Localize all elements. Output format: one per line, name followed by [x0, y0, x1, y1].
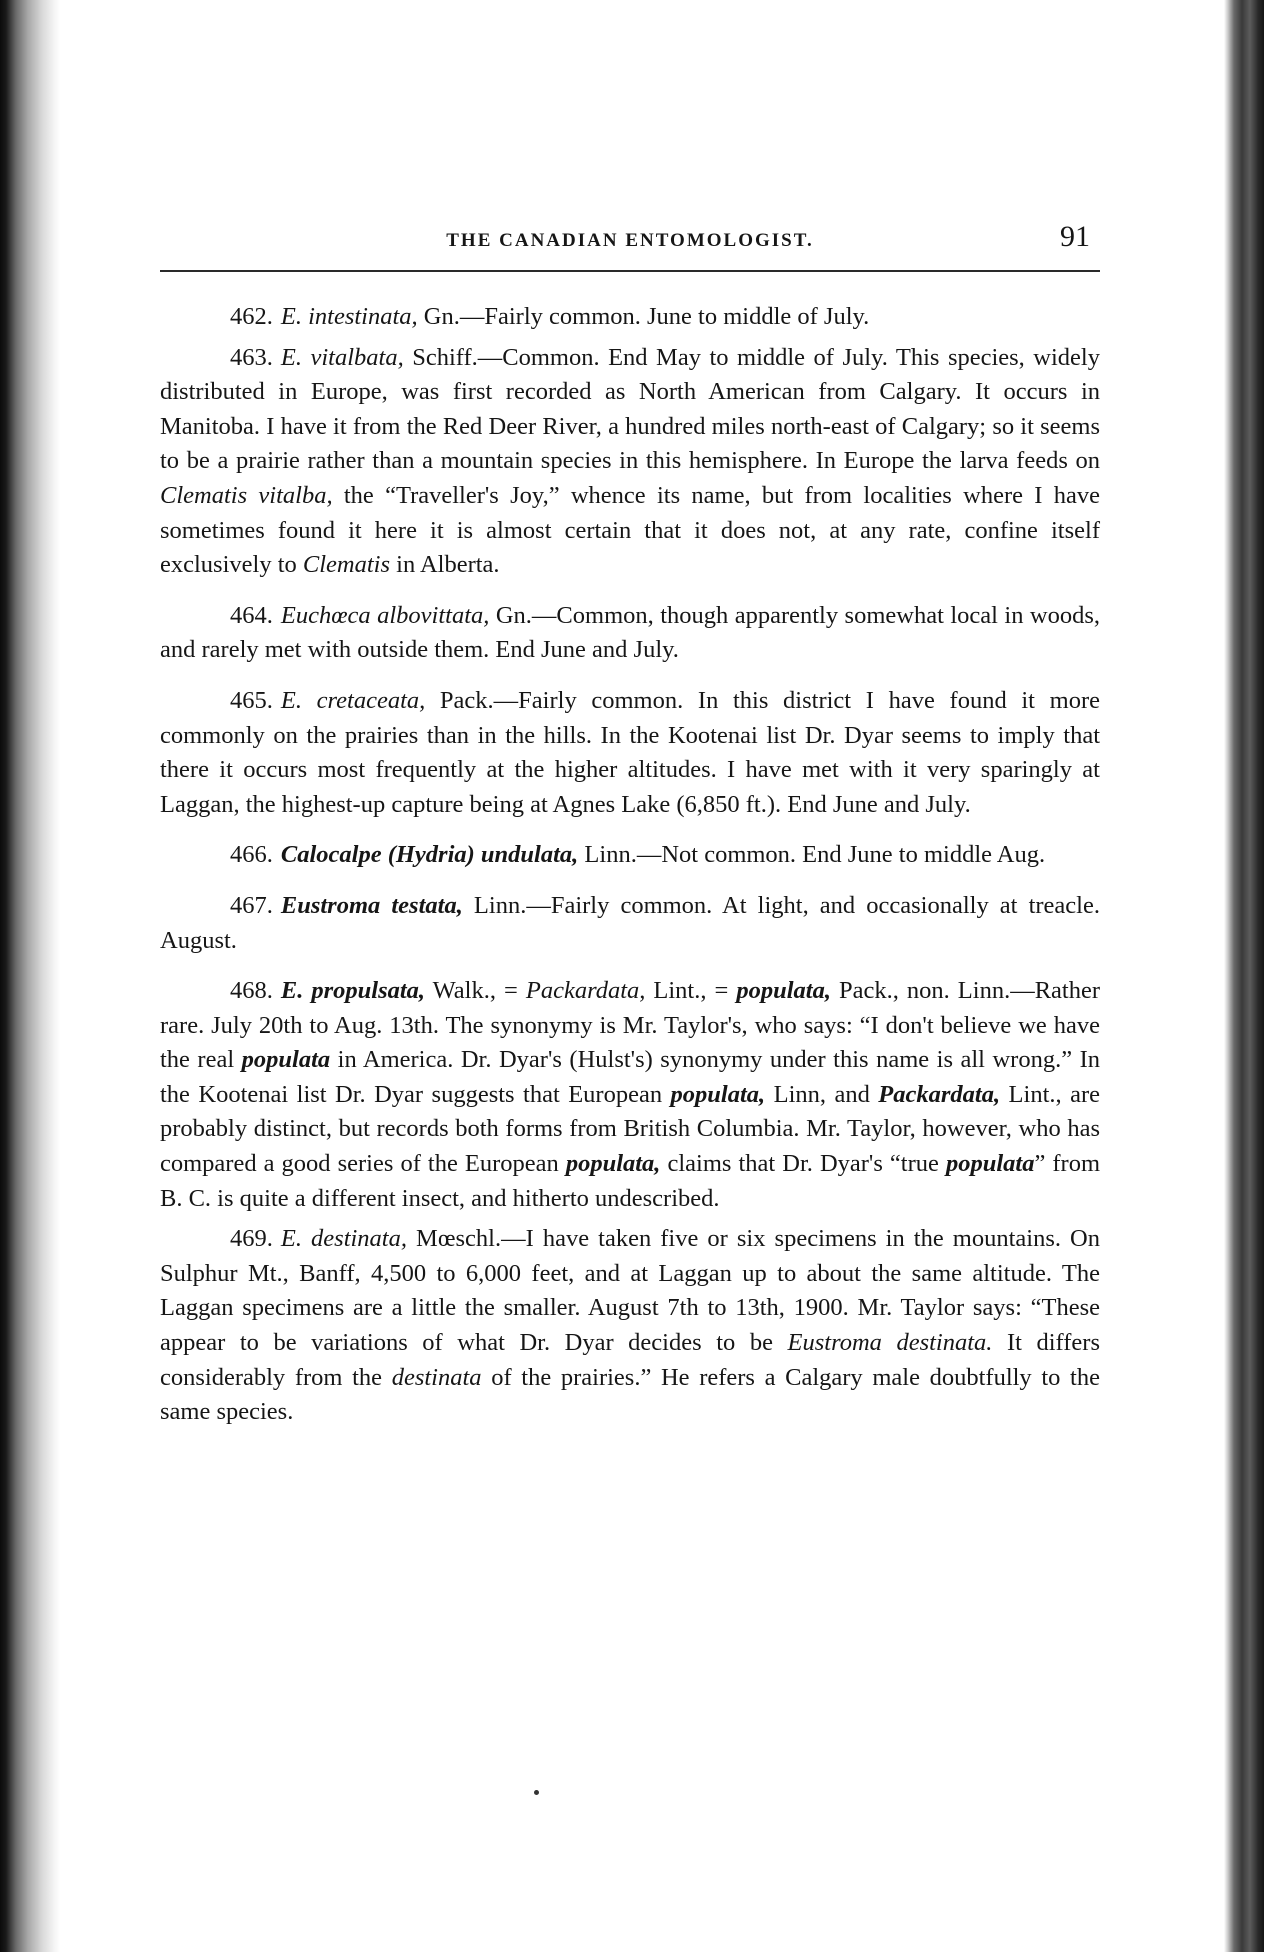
italic-term: Eustroma destinata.: [787, 1329, 993, 1357]
entry-text: of the prairies.” He refers a Calgary male doubtfully to the same species.: [160, 1363, 1100, 1426]
entry-469: [160, 1222, 1100, 1430]
italic-term: Clematis vitalba,: [160, 481, 333, 509]
entry-text: Lint., are probably distinct, but records both forms from British Columbia. Mr. Taylor, however, who has compared a good series of the European: [160, 1080, 1100, 1178]
entry-number: 466.: [230, 841, 273, 869]
entry-text: the “Traveller's Joy,” whence its name, but from localities where I have sometimes found it here it is almost certain that it does not, at any rate, confine itself exclusively to: [160, 481, 1100, 579]
entry-465: [160, 684, 1100, 822]
entry-text: Pack.—Fairly common. In this district I have found it more commonly on the prairies than in the hills. In the Kootenai list Dr. Dyar seems to imply that there it occurs most frequently at the higher altitudes. I have met with it very sparingly at Laggan, the highest-up capture being at Agnes Lake (6,850 ft.). End June and July.: [160, 686, 1100, 818]
species-name: E. destinata,: [280, 1225, 407, 1253]
entry-462: [160, 300, 1100, 335]
entry-text: Linn.—Not common. End June to middle Aug.: [578, 841, 1046, 869]
entry-number: 465.: [230, 686, 273, 714]
entry-text: Schiff.—Common. End May to middle of July. This species, widely distributed in Europe, was first recorded as North American from Calgary. It occurs in Manitoba. I have it from the Red Deer River, a hundred miles north-east of Calgary; so it seems to be a prairie rather than a mountain species in this hemisphere. In Europe the larva feeds on: [160, 343, 1100, 475]
italic-term: Clematis: [302, 551, 391, 579]
entry-text: Linn.—Fairly common. At light, and occasionally at treacle. August.: [160, 891, 1100, 954]
entry-number: 464.: [230, 601, 273, 629]
species-name: E. intestinata,: [280, 303, 418, 330]
entry-text: Lint., =: [645, 977, 737, 1005]
italic-term: destinata: [391, 1363, 482, 1391]
species-name: Euchœca albovittata,: [280, 601, 490, 629]
entry-466: [160, 838, 1100, 873]
entry-text: Pack., non. Linn.—Rather rare. July 20th to Aug. 13th. The synonymy is Mr. Taylor's, who says: “I don't believe we have the real: [160, 977, 1101, 1074]
entry-number: 468.: [230, 977, 273, 1005]
entry-number: 469.: [230, 1225, 273, 1253]
italic-term: populata,: [670, 1080, 766, 1108]
entry-text: Linn, and: [765, 1080, 879, 1108]
italic-term: populata,: [736, 977, 831, 1005]
entry-text: claims that Dr. Dyar's “true: [660, 1150, 946, 1178]
species-name: Calocalpe (Hydria) undulata,: [280, 841, 579, 869]
entry-text: in America. Dr. Dyar's (Hulst's) synonymy under this name is all wrong.” In the Kootenai list Dr. Dyar suggests that European: [160, 1046, 1100, 1108]
book-page: [160, 210, 1100, 1446]
entry-text: Gn.—Common, though apparently somewhat local in woods, and rarely met with outside them. End June and July.: [160, 601, 1101, 664]
entry-468: [160, 974, 1100, 1216]
print-speck: [534, 1790, 539, 1795]
italic-term: populata,: [565, 1150, 661, 1178]
species-name: E. vitalbata,: [280, 343, 404, 371]
species-name: Eustroma testata,: [280, 891, 463, 919]
entry-text: Mœschl.—I have taken five or six specimens in the mountains. On Sulphur Mt., Banff, 4,500 to 6,000 feet, and at Laggan up to about the same altitude. The Laggan specimens are a little the smaller. August 7th to 13th, 1900. Mr. Taylor says: “These appear to be variations of what Dr. Dyar decides to be: [160, 1225, 1100, 1357]
species-name: E. propulsata,: [280, 977, 426, 1005]
page-edge-binding-right: [1224, 0, 1264, 1952]
entry-text: ” from B. C. is quite a different insect, and hitherto undescribed.: [160, 1150, 1101, 1212]
entry-467: [160, 889, 1100, 958]
page-body: [160, 300, 1100, 1430]
italic-term: Packardata,: [878, 1080, 1001, 1108]
page-header: [160, 210, 1100, 272]
entry-464: [160, 599, 1100, 668]
entry-number: 463.: [230, 343, 273, 371]
entry-number: 462.: [230, 303, 273, 330]
page-edge-shadow-left: [0, 0, 60, 1952]
italic-term: populata: [241, 1046, 331, 1074]
running-head: THE CANADIAN ENTOMOLOGIST.: [446, 230, 814, 251]
entry-text: in Alberta.: [390, 551, 500, 579]
entry-text: It differs considerably from the: [160, 1329, 1100, 1391]
entry-text: Gn.—Fairly common. June to middle of July.: [417, 303, 870, 330]
page-number: 91: [1060, 220, 1090, 253]
italic-term: populata: [945, 1150, 1035, 1178]
entry-text: Walk., =: [425, 977, 526, 1005]
entry-463: [160, 341, 1100, 583]
italic-term: Packardata,: [525, 977, 646, 1005]
species-name: E. cretaceata,: [280, 686, 426, 714]
entry-number: 467.: [230, 891, 273, 919]
